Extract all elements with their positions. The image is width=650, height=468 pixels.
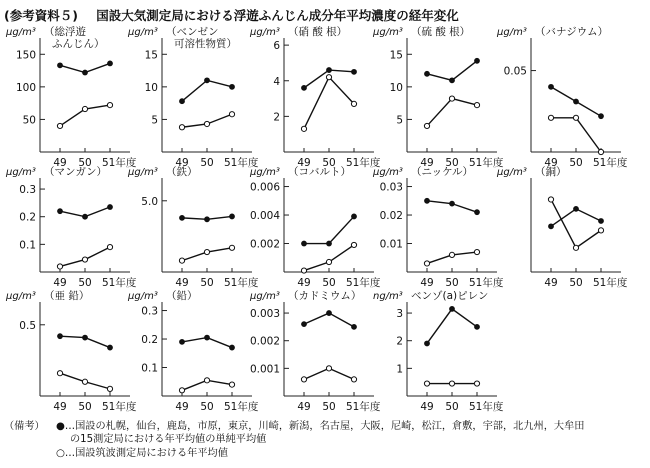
- point-filled: [230, 214, 235, 219]
- point-filled: [180, 339, 185, 344]
- unit-label: ng/m³: [373, 291, 403, 302]
- point-open: [229, 112, 234, 117]
- chart-6: [5, 166, 137, 289]
- y-tick-label: 10: [144, 81, 158, 94]
- x-tick-label: 51年度: [224, 277, 259, 289]
- x-tick-label: 49: [544, 157, 558, 169]
- point-open: [82, 379, 87, 384]
- point-open: [301, 377, 306, 382]
- y-tick-label: 0.03: [379, 181, 403, 194]
- point-open: [179, 258, 184, 263]
- point-open: [82, 106, 87, 111]
- chart-8: [249, 166, 381, 289]
- point-filled: [599, 114, 604, 119]
- y-tick-label: 0.1: [19, 239, 36, 252]
- point-filled: [352, 214, 357, 219]
- point-open: [548, 115, 553, 120]
- point-open: [107, 386, 112, 391]
- x-tick-label: 50: [200, 157, 214, 169]
- y-tick-label: 15: [144, 49, 158, 62]
- point-open: [598, 149, 603, 154]
- point-filled: [230, 345, 235, 350]
- point-open: [301, 126, 306, 131]
- chart-name: （コバルト）: [288, 166, 351, 178]
- y-tick-label: 0.002: [249, 238, 280, 251]
- y-tick-label: 4: [273, 75, 280, 88]
- chart-2: [127, 26, 259, 169]
- series-line-filled: [427, 61, 477, 81]
- x-tick-label: 50: [569, 277, 583, 289]
- point-filled: [352, 69, 357, 74]
- legend-open-text: 国設筑波測定局における年平均値: [75, 448, 228, 459]
- point-filled: [58, 209, 63, 214]
- point-filled: [450, 307, 455, 312]
- point-filled: [83, 70, 88, 75]
- unit-label: μg/m³: [250, 27, 280, 38]
- point-filled: [108, 61, 113, 66]
- y-tick-label: 0.3: [19, 184, 36, 197]
- point-filled: [475, 58, 480, 63]
- x-tick-label: 51年度: [102, 157, 137, 169]
- series-line-open: [304, 77, 354, 129]
- series-line-filled: [182, 80, 232, 101]
- chart-name: （硝 酸 根）: [288, 26, 348, 38]
- chart-14: [373, 289, 504, 413]
- legend-open: [56, 447, 228, 460]
- y-tick-label: 0.004: [249, 210, 280, 223]
- chart-name: （鉄）: [166, 166, 198, 178]
- chart-name: ベンゾ(a)ピレン: [411, 290, 489, 302]
- x-tick-label: 49: [53, 157, 67, 169]
- point-filled: [549, 224, 554, 229]
- point-filled: [574, 99, 579, 104]
- point-filled: [58, 334, 63, 339]
- legend-filled-cont-text: の15測定局における年平均値の単純平均値: [70, 434, 267, 445]
- series-line-filled: [427, 309, 477, 344]
- x-tick-label: 51年度: [224, 157, 259, 169]
- point-open: [548, 197, 553, 202]
- chart-name: （ベンゼン: [166, 26, 219, 38]
- point-filled: [302, 241, 307, 246]
- point-filled: [108, 205, 113, 210]
- chart-9: [372, 166, 504, 289]
- point-open: [229, 245, 234, 250]
- y-tick-label: 50: [22, 114, 36, 127]
- point-filled: [205, 78, 210, 83]
- chart-5: [496, 26, 628, 169]
- x-tick-label: 51年度: [102, 401, 137, 413]
- point-filled: [352, 324, 357, 329]
- reference-label: (参考資料５): [4, 8, 78, 23]
- point-open: [424, 381, 429, 386]
- chart-11: [5, 290, 137, 413]
- point-open: [229, 382, 234, 387]
- point-open: [326, 75, 331, 80]
- x-tick-label: 49: [420, 277, 434, 289]
- point-filled: [425, 198, 430, 203]
- x-tick-label: 51年度: [469, 401, 504, 413]
- point-open: [107, 102, 112, 107]
- y-tick-label: 100: [15, 81, 36, 94]
- point-open: [598, 228, 603, 233]
- point-open: [326, 366, 331, 371]
- x-tick-label: 49: [297, 277, 311, 289]
- y-tick-label: 150: [15, 49, 36, 62]
- point-open: [301, 268, 306, 273]
- point-filled: [83, 214, 88, 219]
- series-line-filled: [304, 216, 354, 243]
- unit-label: μg/m³: [128, 27, 158, 38]
- x-tick-label: 50: [322, 401, 336, 413]
- x-tick-label: 50: [445, 277, 459, 289]
- y-tick-label: 6: [273, 40, 280, 53]
- unit-label: μg/m³: [250, 291, 280, 302]
- x-tick-label: 51年度: [593, 157, 628, 169]
- legend-filled: [56, 420, 584, 433]
- point-open: [474, 381, 479, 386]
- x-tick-label: 51年度: [346, 157, 381, 169]
- open-dot-icon: ○…: [56, 448, 76, 459]
- point-open: [179, 125, 184, 130]
- y-tick-label: 0.05: [503, 65, 527, 78]
- x-tick-label: 49: [544, 277, 558, 289]
- point-open: [57, 264, 62, 269]
- point-filled: [574, 206, 579, 211]
- point-open: [474, 102, 479, 107]
- y-tick-label: 0.001: [249, 363, 280, 376]
- unit-label: μg/m³: [128, 167, 158, 178]
- point-filled: [599, 219, 604, 224]
- chart-13: [249, 290, 381, 413]
- chart-3: [249, 25, 381, 169]
- chart-7: [127, 165, 259, 289]
- x-tick-label: 51年度: [102, 277, 137, 289]
- point-filled: [230, 84, 235, 89]
- chart-1: [5, 25, 137, 169]
- y-tick-label: 2: [273, 111, 280, 124]
- x-tick-label: 50: [445, 401, 459, 413]
- x-tick-label: 49: [297, 401, 311, 413]
- point-filled: [450, 78, 455, 83]
- point-filled: [327, 241, 332, 246]
- chart-name: （鉛）: [166, 290, 198, 302]
- point-open: [449, 381, 454, 386]
- point-open: [204, 121, 209, 126]
- unit-label: μg/m³: [128, 291, 158, 302]
- filled-dot-icon: ●…: [56, 421, 76, 432]
- y-tick-label: 0.006: [249, 181, 280, 194]
- chart-10: [496, 165, 628, 289]
- point-open: [449, 252, 454, 257]
- y-tick-label: 0.003: [249, 308, 280, 321]
- chart-name: （総浮遊: [44, 26, 86, 38]
- point-filled: [205, 217, 210, 222]
- point-open: [351, 377, 356, 382]
- chart-name: 可溶性物質）: [174, 38, 237, 50]
- x-tick-label: 50: [445, 157, 459, 169]
- point-filled: [302, 85, 307, 90]
- y-tick-label: 5: [151, 114, 158, 127]
- x-tick-label: 49: [420, 401, 434, 413]
- point-filled: [180, 99, 185, 104]
- x-tick-label: 50: [322, 157, 336, 169]
- series-line-open: [427, 99, 477, 126]
- y-tick-label: 5.0: [141, 195, 158, 208]
- chart-name: （硫 酸 根）: [411, 26, 471, 38]
- point-open: [424, 261, 429, 266]
- point-open: [351, 101, 356, 106]
- y-tick-label: 0.02: [379, 210, 403, 223]
- chart-name: （バナジウム）: [535, 26, 609, 38]
- y-tick-label: 3: [396, 308, 403, 321]
- point-filled: [302, 322, 307, 327]
- series-line-open: [551, 118, 601, 152]
- x-tick-label: 51年度: [469, 277, 504, 289]
- chart-12: [127, 290, 259, 413]
- point-open: [57, 123, 62, 128]
- x-tick-label: 49: [53, 277, 67, 289]
- chart-name: （ニッケル）: [411, 166, 474, 178]
- point-filled: [450, 201, 455, 206]
- point-open: [107, 245, 112, 250]
- legend-filled-cont: [70, 433, 266, 446]
- unit-label: μg/m³: [373, 27, 403, 38]
- y-tick-label: 0.5: [19, 319, 36, 332]
- point-filled: [327, 68, 332, 73]
- x-tick-label: 50: [569, 157, 583, 169]
- point-filled: [475, 324, 480, 329]
- point-filled: [475, 210, 480, 215]
- x-tick-label: 50: [322, 277, 336, 289]
- point-open: [573, 115, 578, 120]
- x-tick-label: 50: [200, 277, 214, 289]
- x-tick-label: 50: [78, 401, 92, 413]
- unit-label: μg/m³: [497, 167, 527, 178]
- chart-name: （カドミウム）: [288, 290, 362, 302]
- x-tick-label: 51年度: [224, 401, 259, 413]
- y-tick-label: 0.01: [379, 238, 403, 251]
- unit-label: μg/m³: [250, 167, 280, 178]
- x-tick-label: 51年度: [346, 277, 381, 289]
- series-line-open: [304, 245, 354, 271]
- chart-name: （亜 鉛）: [44, 290, 90, 302]
- point-filled: [205, 335, 210, 340]
- legend-filled-text: 国設の札幌，仙台，鹿島，市原，東京，川崎，新潟，名古屋，大阪，尼崎，松江，倉敷，宇部，北九州，大牟田: [75, 421, 585, 432]
- x-tick-label: 51年度: [469, 157, 504, 169]
- point-open: [474, 249, 479, 254]
- y-tick-label: 1: [396, 363, 403, 376]
- unit-label: μg/m³: [373, 167, 403, 178]
- x-tick-label: 50: [200, 401, 214, 413]
- y-tick-label: 5: [396, 114, 403, 127]
- point-open: [573, 245, 578, 250]
- x-tick-label: 49: [297, 157, 311, 169]
- unit-label: μg/m³: [6, 291, 36, 302]
- point-open: [351, 242, 356, 247]
- point-open: [204, 249, 209, 254]
- point-filled: [108, 345, 113, 350]
- point-open: [326, 259, 331, 264]
- figure-title: 国設大気測定局における浮遊ふんじん成分年平均濃度の経年変化: [96, 8, 459, 23]
- point-filled: [327, 311, 332, 316]
- x-tick-label: 49: [53, 401, 67, 413]
- y-tick-label: 10: [389, 81, 403, 94]
- notes-title: （備考）: [4, 421, 45, 432]
- x-tick-label: 50: [78, 157, 92, 169]
- point-open: [179, 388, 184, 393]
- unit-label: μg/m³: [497, 27, 527, 38]
- point-open: [449, 96, 454, 101]
- unit-label: μg/m³: [6, 167, 36, 178]
- y-tick-label: 0.2: [141, 334, 158, 347]
- x-tick-label: 50: [78, 277, 92, 289]
- point-open: [57, 371, 62, 376]
- y-tick-label: 2: [396, 335, 403, 348]
- x-tick-label: 49: [175, 401, 189, 413]
- x-tick-label: 51年度: [346, 401, 381, 413]
- point-filled: [425, 341, 430, 346]
- point-filled: [180, 215, 185, 220]
- x-tick-label: 49: [175, 277, 189, 289]
- x-tick-label: 49: [175, 157, 189, 169]
- point-open: [82, 257, 87, 262]
- y-tick-label: 0.1: [141, 362, 158, 375]
- point-filled: [58, 63, 63, 68]
- x-tick-label: 51年度: [593, 277, 628, 289]
- point-filled: [425, 71, 430, 76]
- point-open: [424, 123, 429, 128]
- unit-label: μg/m³: [6, 27, 36, 38]
- y-tick-label: 0.3: [141, 305, 158, 318]
- point-filled: [83, 335, 88, 340]
- y-tick-label: 0.2: [19, 211, 36, 224]
- chart-name: （銅）: [535, 166, 567, 178]
- y-tick-label: 15: [389, 49, 403, 62]
- chart-name: （マンガン）: [44, 166, 107, 178]
- x-tick-label: 49: [420, 157, 434, 169]
- chart-4: [372, 25, 504, 169]
- point-open: [204, 378, 209, 383]
- point-filled: [549, 84, 554, 89]
- chart-name: ふんじん）: [52, 38, 105, 50]
- y-tick-label: 0.002: [249, 335, 280, 348]
